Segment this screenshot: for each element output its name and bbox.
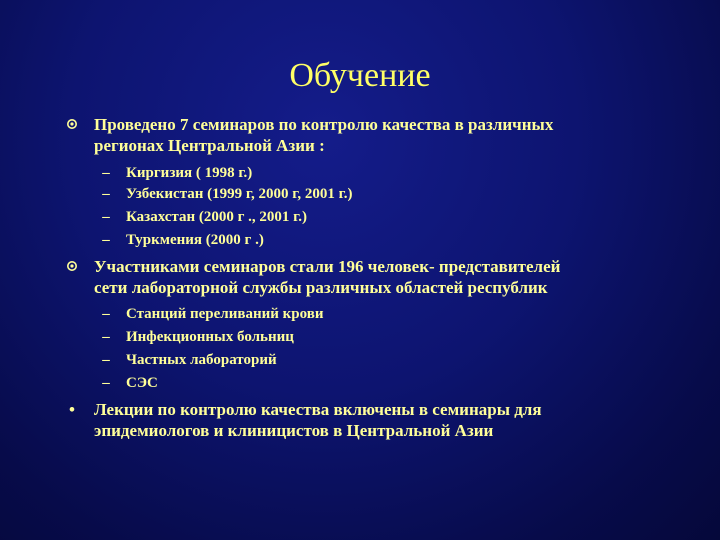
bullet-text: Участниками семинаров стали 196 человек- представителей сети лабораторной службы различных областей республик <box>94 257 561 297</box>
sub-item-text: СЭС <box>126 375 158 391</box>
bullet-text: Проведено 7 семинаров по контролю качества в различных регионах Центральной Азии : <box>94 115 554 155</box>
bullet-marker-round: • <box>69 400 75 419</box>
sub-item-text: Частных лабораторий <box>126 352 277 368</box>
dash-marker: – <box>102 165 110 181</box>
dash-marker: – <box>102 329 110 345</box>
dash-marker: – <box>102 375 110 391</box>
sub-item-text: Станций переливаний крови <box>126 306 324 322</box>
slide-title: Обучение <box>289 57 431 94</box>
sub-item-text: Казахстан (2000 г ., 2001 г.) <box>126 209 308 225</box>
bullet-text: Лекции по контролю качества включены в семинары для эпидемиологов и клиницистов в Центральной Азии <box>94 400 542 440</box>
dash-marker: – <box>102 232 110 248</box>
sub-item-text: Туркмения (2000 г .) <box>126 232 264 248</box>
sub-item-text: Киргизия ( 1998 г.) <box>126 165 253 181</box>
sub-item-text: Узбекистан (1999 г, 2000 г, 2001 г.) <box>126 186 353 202</box>
dash-marker: – <box>102 186 110 202</box>
dash-marker: – <box>102 306 110 322</box>
bullet-marker-icon <box>64 256 80 277</box>
dash-marker: – <box>102 209 110 225</box>
sub-item-text: Инфекционных больниц <box>126 329 294 345</box>
dash-marker: – <box>102 352 110 368</box>
bullet-marker-icon <box>64 114 80 135</box>
